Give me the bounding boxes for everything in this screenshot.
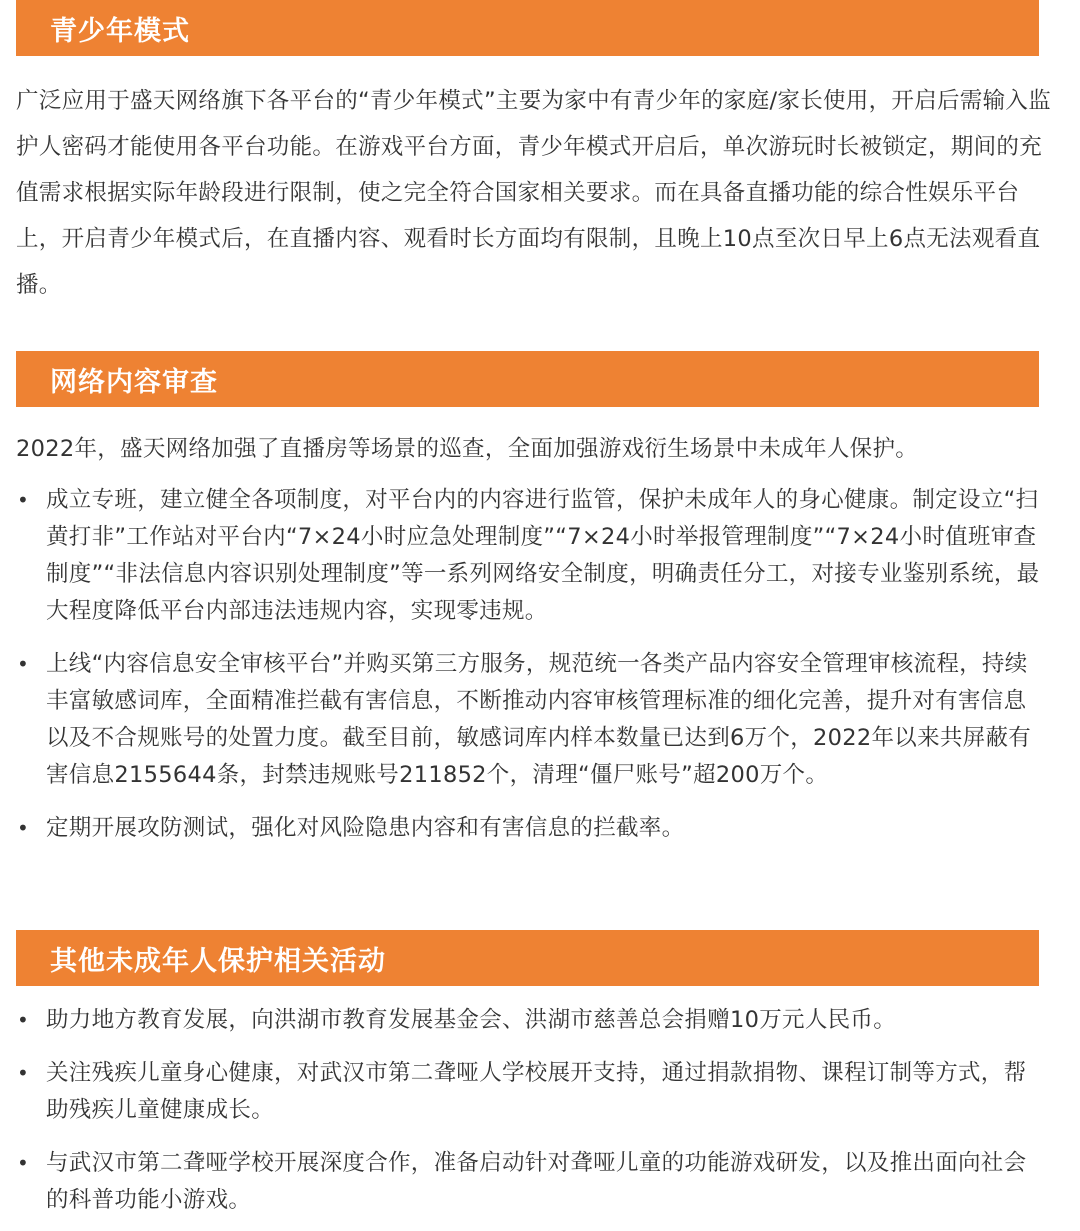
- list-item-text: 与武汉市第二聋哑学校开展深度合作，准备启动针对聋哑儿童的功能游戏研发，以及推出面向社会的科普功能小游戏。: [46, 1150, 1027, 1213]
- youth-mode-paragraph: 广泛应用于盛天网络旗下各平台的“青少年模式”主要为家中有青少年的家庭/家长使用，开启后需输入监护人密码才能使用各平台功能。在游戏平台方面，青少年模式开启后，单次游玩时长被锁定，期间的充值需求根据实际年龄段进行限制，使之完全符合国家相关要求。而在具备直播功能的综合性娱乐平台上，开启青少年模式后，在直播内容、观看时长方面均有限制，且晚上10点至次日早上6点无法观看直播。: [16, 88, 1051, 298]
- bullet-icon: •: [17, 1061, 30, 1085]
- list-item-text: 成立专班，建立健全各项制度，对平台内的内容进行监管，保护未成年人的身心健康。制定设立“扫黄打非”工作站对平台内“7×24小时应急处理制度”“7×24小时举报管理制度”“7×24小时值班审查制度”“非法信息内容识别处理制度”等一系列网络安全制度，明确责任分工，对接专业鉴别系统，最大程度降低平台内部违法违规内容，实现零违规。: [46, 487, 1040, 624]
- bullet-icon: •: [17, 488, 30, 512]
- list-item: [16, 1002, 1046, 1039]
- section-title: 青少年模式: [50, 15, 190, 47]
- list-item-text: 关注残疾儿童身心健康，对武汉市第二聋哑人学校展开支持，通过捐款捐物、课程订制等方式，帮助残疾儿童健康成长。: [46, 1060, 1027, 1123]
- list-item: [16, 482, 1046, 630]
- section-header-youth-mode: [16, 0, 1039, 56]
- bullet-icon: •: [17, 1008, 30, 1032]
- list-item-text: 定期开展攻防测试，强化对风险隐患内容和有害信息的拦截率。: [46, 815, 685, 841]
- list-item: [16, 646, 1046, 794]
- bullet-icon: •: [17, 816, 30, 840]
- list-item: [16, 1055, 1046, 1129]
- list-item-text: 助力地方教育发展，向洪湖市教育发展基金会、洪湖市慈善总会捐赠10万元人民币。: [46, 1007, 897, 1033]
- list-item: [16, 1145, 1046, 1219]
- section-title: 其他未成年人保护相关活动: [50, 945, 386, 977]
- content-review-bullets: [16, 482, 1046, 847]
- section-title: 网络内容审查: [50, 366, 218, 398]
- section-header-content-review: [16, 351, 1039, 407]
- bullet-icon: •: [17, 652, 30, 676]
- section-header-other-activities: [16, 930, 1039, 986]
- other-activities-bullets: [16, 1002, 1046, 1219]
- bullet-icon: •: [17, 1151, 30, 1175]
- content-review-intro: 2022年，盛天网络加强了直播房等场景的巡查，全面加强游戏衍生场景中未成年人保护。: [16, 436, 919, 462]
- list-item-text: 上线“内容信息安全审核平台”并购买第三方服务，规范统一各类产品内容安全管理审核流程，持续丰富敏感词库，全面精准拦截有害信息，不断推动内容审核管理标准的细化完善，提升对有害信息以及不合规账号的处置力度。截至目前，敏感词库内样本数量已达到6万个，2022年以来共屏蔽有害信息2155644条，封禁违规账号211852个，清理“僵尸账号”超200万个。: [46, 651, 1032, 788]
- list-item: [16, 810, 1046, 847]
